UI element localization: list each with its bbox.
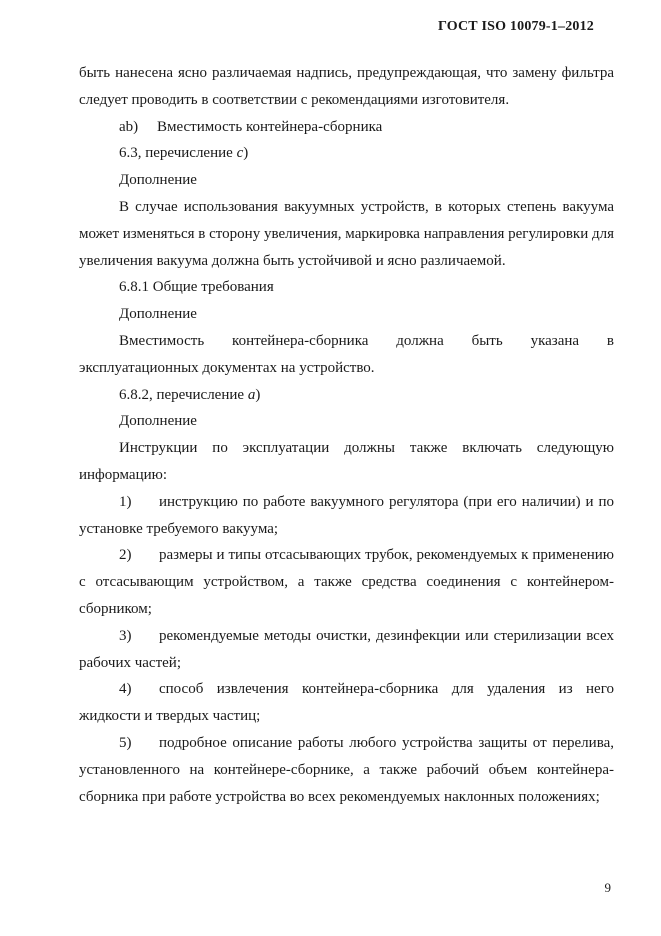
list-item-number: 3) [119, 627, 132, 644]
page-number: 9 [604, 880, 611, 895]
clause-ref-text: 6.3, перечисление [119, 145, 237, 162]
document-code-header: ГОСТ ISO 10079-1–2012 [437, 19, 594, 34]
paragraph-filter-warning: быть нанесена ясно различаемая надпись, предупреждающая, что замену фильтра следует проводить в соответствии с рекомендациями изготовителя. [79, 65, 614, 108]
clause-ref-6-8-2 [79, 382, 614, 409]
paragraph-ab-item [79, 114, 614, 141]
list-item-number: 2) [119, 547, 132, 564]
list-item [79, 730, 614, 810]
clause-ref-text: 6.8.2, перечисление [119, 386, 248, 403]
list-item-text: подробное описание работы любого устройства защиты от перелива, установленного на контейнере-сборнике, а также рабочий объем контейнера-сборника при работе устройства во всех рекомендуемых наклонных положениях; [79, 734, 614, 805]
clause-ref-letter: a [247, 386, 256, 403]
paragraph-container-capacity: Вместимость контейнера-сборника должна быть указана в эксплуатационных документах на устройство. [79, 332, 614, 376]
paragraph-instructions-intro: Инструкции по эксплуатации должны также включать следующую информацию: [79, 440, 614, 483]
paragraph-vacuum-marking: В случае использования вакуумных устройств, в которых степень вакуума может изменяться в сторону увеличения, маркировка направления регулировки для увеличения вакуума должна быть устойчивой и ясно различаемой. [79, 198, 614, 269]
list-item-number: 4) [119, 681, 132, 698]
list-item [79, 489, 614, 543]
list-item-text: способ извлечения контейнера-сборника для удаления из него жидкости и твердых частиц; [79, 681, 614, 725]
list-item-text: рекомендуемые методы очистки, дезинфекции или стерилизации всех рабочих частей; [79, 627, 614, 671]
supplement-heading: Дополнение [119, 306, 197, 323]
list-item [79, 676, 614, 730]
list-item-text: размеры и типы отсасывающих трубок, рекомендуемых к применению с отсасывающим устройством, а также средства соединения с контейнером-сборником; [79, 547, 614, 617]
clause-ref-6-3 [79, 140, 614, 167]
supplement-heading: Дополнение [119, 172, 197, 189]
supplement-heading: Дополнение [119, 413, 197, 430]
item-label: ab) [119, 118, 139, 135]
item-text: Вместимость контейнера-сборника [157, 118, 383, 135]
list-item [79, 623, 614, 677]
list-item-text: инструкцию по работе вакуумного регулятора (при его наличии) и по установке требуемого вакуума; [79, 493, 614, 537]
clause-ref-close: ) [243, 145, 249, 162]
clause-ref-letter: c [236, 145, 244, 162]
section-heading-6-8-1: 6.8.1 Общие требования [119, 279, 274, 296]
clause-ref-close: ) [255, 386, 261, 403]
list-item-number: 1) [119, 493, 132, 510]
list-item-number: 5) [119, 734, 132, 751]
document-body [79, 60, 614, 810]
list-item [79, 542, 614, 622]
